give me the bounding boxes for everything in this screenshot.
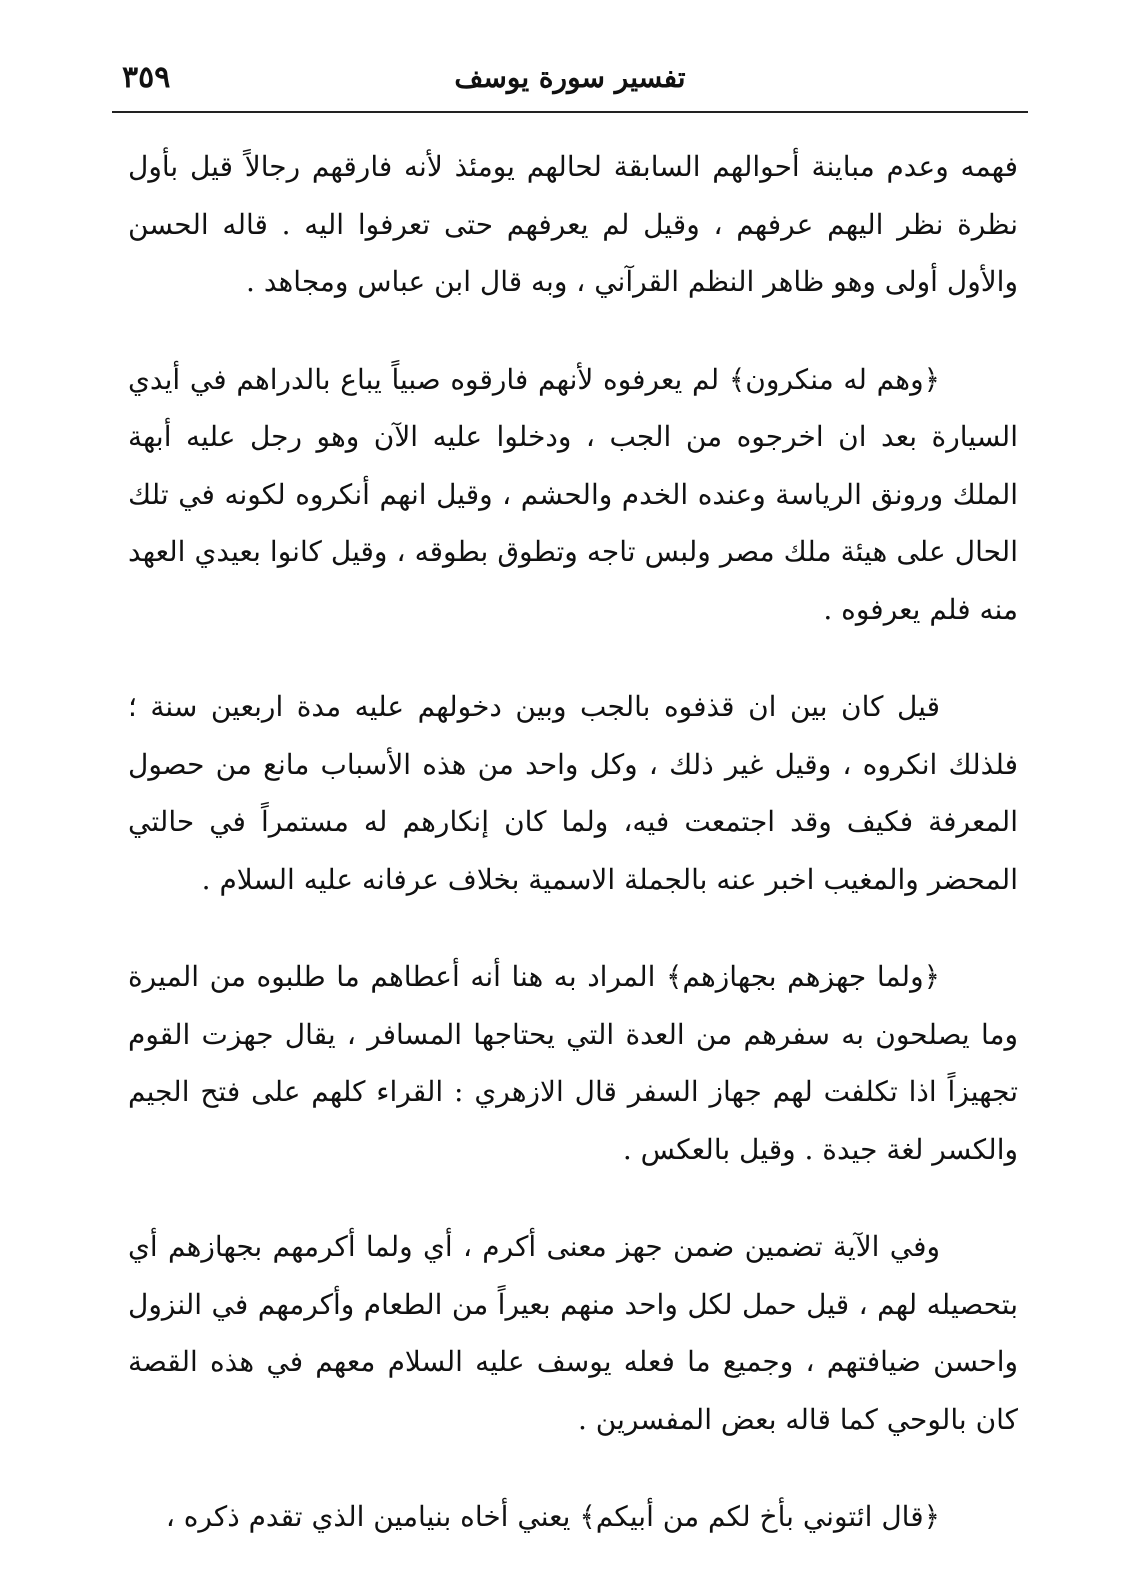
- page-number: ٣٥٩: [122, 60, 171, 95]
- paragraph-5: وفي الآية تضمين ضمن جهز معنى أكرم ، أي ولما أكرمهم بجهازهم أي بتحصيله لهم ، قيل حمل لكل واحد منهم بعيراً من الطعام وأكرمهم في النزول واحسن ضيافتهم ، وجميع ما فعله يوسف عليه السلام معهم في هذه القصة كان بالوحي كما قاله بعض المفسرين .: [128, 1230, 1018, 1436]
- running-header: [112, 58, 1028, 104]
- running-title: تفسير سورة يوسف: [454, 61, 686, 94]
- header-rule: [112, 111, 1028, 113]
- paragraph-1: فهمه وعدم مباينة أحوالهم السابقة لحالهم يومئذ لأنه فارقهم رجالاً قيل بأول نظرة نظر اليهم عرفهم ، وقيل لم يعرفهم حتى تعرفوا اليه . قاله الحسن والأول أولى وهو ظاهر النظم القرآني ، وبه قال ابن عباس ومجاهد .: [128, 150, 1018, 298]
- body-text: [128, 138, 1018, 1546]
- paragraph-4: ﴿ولما جهزهم بجهازهم﴾ المراد به هنا أنه أعطاهم ما طلبوه من الميرة وما يصلحون به سفرهم من العدة التي يحتاجها المسافر ، يقال جهزت القوم تجهيزاً اذا تكلفت لهم جهاز السفر قال الازهري : القراء كلهم على فتح الجيم والكسر لغة جيدة . وقيل بالعكس .: [128, 960, 1018, 1166]
- paragraph-2: ﴿وهم له منكرون﴾ لم يعرفوه لأنهم فارقوه صبياً يباع بالدراهم في أيدي السيارة بعد ان اخرجوه من الجب ، ودخلوا عليه الآن وهو رجل عليه أبهة الملك ورونق الرياسة وعنده الخدم والحشم ، وقيل انهم أنكروه لكونه في تلك الحال على هيئة ملك مصر ولبس تاجه وتطوق بطوقه ، وقيل كانوا بعيدي العهد منه فلم يعرفوه .: [128, 362, 1018, 626]
- paragraph-6: ﴿قال ائتوني بأخ لكم من أبيكم﴾ يعني أخاه بنيامين الذي تقدم ذكره ،: [165, 1500, 940, 1533]
- paragraph-3: قيل كان بين ان قذفوه بالجب وبين دخولهم عليه مدة اربعين سنة ؛ فلذلك انكروه ، وقيل غير ذلك ، وكل واحد من هذه الأسباب مانع من حصول المعرفة فكيف وقد اجتمعت فيه، ولما كان إنكارهم له مستمراً في حالتي المحضر والمغيب اخبر عنه بالجملة الاسمية بخلاف عرفانه عليه السلام .: [128, 690, 1018, 896]
